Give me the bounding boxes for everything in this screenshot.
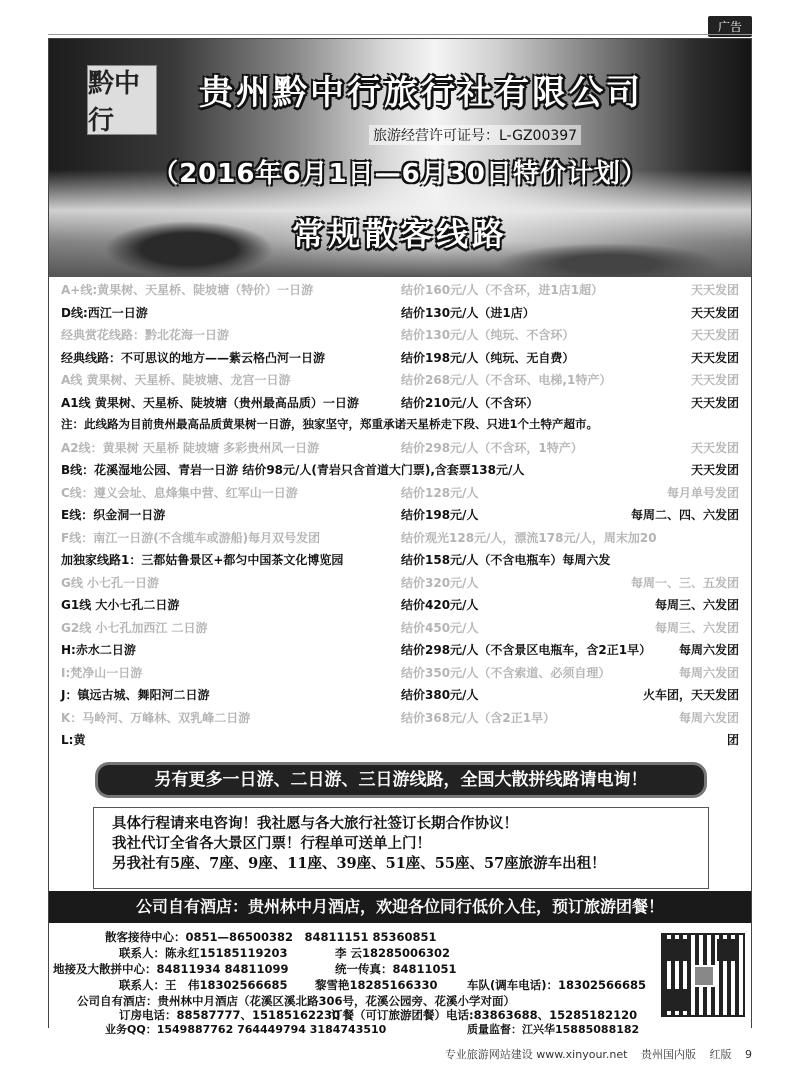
route-row <box>49 615 751 638</box>
contact-line: 业务QQ：1549887762 764449794 3184743510 <box>105 1023 387 1036</box>
route-schedule: 每周三、六发团 <box>654 598 739 612</box>
route-schedule: 天天发团 <box>690 440 739 455</box>
route-schedule: 天天发团 <box>690 463 739 477</box>
contact-line: 订餐（可订旅游团餐）电话:83863688、15285182120 <box>331 1008 638 1022</box>
contact-section <box>49 923 751 1036</box>
route-schedule: 团 <box>726 733 739 747</box>
route-price: 结价380元/人 <box>401 688 479 702</box>
route-price: 结价420元/人 <box>401 598 479 612</box>
route-row <box>49 412 751 435</box>
route-name: 加独家线路1：三都姑鲁景区+都匀中国茶文化博览园 <box>61 553 344 567</box>
route-name: A+线:黄果树、天星桥、陡坡塘（特价）一日游 <box>61 283 314 297</box>
route-schedule: 每周三、六发团 <box>654 620 739 635</box>
promo-period: （2016年6月1日—6月30日特价计划） <box>152 159 648 189</box>
top-rule <box>48 34 752 35</box>
route-row <box>49 705 751 728</box>
contact-line: 订房电话：88587777、15185162230 <box>119 1008 341 1022</box>
route-price: 结价130元/人（纯玩、不含环） <box>401 328 575 342</box>
route-name: C线：遵义会址、息烽集中营、红军山一日游 <box>61 485 298 500</box>
route-price: 结价210元/人（不含环） <box>401 395 539 410</box>
route-row <box>49 637 751 660</box>
qr-code <box>661 933 745 1017</box>
route-price: 结价268元/人（不含环、电梯,1特产） <box>401 373 612 387</box>
contact-line: 联系人：王 伟18302566685 <box>119 978 288 992</box>
route-name: E线：织金洞一日游 <box>61 508 166 522</box>
route-note: 注：此线路为目前贵州最高品质黄果树一日游，独家坚守，郑重承诺天星桥走下段、只进1个土特产超市。 <box>61 417 598 431</box>
route-price: 结价320元/人 <box>401 575 479 590</box>
route-price: 结价160元/人（不含环，进1店1超） <box>401 283 604 297</box>
route-schedule: 每周六发团 <box>678 665 739 680</box>
route-schedule: 天天发团 <box>690 283 739 297</box>
route-row <box>49 322 751 345</box>
contact-line: 联系人：陈永红15185119203 <box>119 946 288 960</box>
license-number: 旅游经营许可证号：L-GZ00397 <box>369 125 581 145</box>
route-schedule: 天天发团 <box>690 328 739 342</box>
route-schedule: 火车团，天天发团 <box>642 688 739 702</box>
route-row <box>49 592 751 615</box>
contact-line: 黎雪艳18285166330 <box>315 978 438 992</box>
route-schedule: 天天发团 <box>690 395 739 410</box>
route-row <box>49 502 751 525</box>
advertisement-page <box>48 38 752 1036</box>
route-price: 结价128元/人 <box>401 485 479 500</box>
info-line: 具体行程请来电咨询！我社愿与各大旅行社签订长期合作协议！ <box>112 815 518 832</box>
route-name: J：镇远古城、舞阳河二日游 <box>61 688 210 702</box>
route-schedule: 天天发团 <box>690 350 739 365</box>
route-row <box>49 457 751 480</box>
contact-line: 质量监督：江兴华15885088182 <box>467 1023 640 1036</box>
route-name: L:黄 <box>61 733 86 747</box>
footer-edition: 贵州国内版 <box>641 1048 696 1061</box>
page-footer <box>0 1046 752 1062</box>
route-name: I:梵净山一日游 <box>61 665 143 680</box>
route-schedule: 天天发团 <box>690 373 739 387</box>
qr-logo-icon <box>693 965 715 987</box>
route-name: 经典赏花线路：黔北花海一日游 <box>61 328 230 342</box>
route-row <box>49 435 751 458</box>
waterfall-banner <box>49 39 751 277</box>
contact-line: 散客接待中心：0851—86500382 84811151 85360851 <box>105 930 437 944</box>
route-row <box>49 727 751 750</box>
footer-page: 9 <box>745 1048 752 1061</box>
route-row <box>49 345 751 368</box>
route-row <box>49 682 751 705</box>
route-row <box>49 570 751 593</box>
route-row <box>49 660 751 683</box>
route-price: 结价298元/人（不含景区电瓶车，含2正1早） <box>401 643 652 657</box>
route-schedule: 天天发团 <box>690 305 739 320</box>
contact-line: 地接及大散拼中心：84811934 84811099 <box>53 962 289 976</box>
route-list <box>49 277 751 750</box>
route-price: 结价368元/人（含2正1早） <box>401 710 556 725</box>
company-logo: 黔中行 <box>87 65 157 135</box>
route-name: G线 小七孔一日游 <box>61 575 160 590</box>
route-name: D线:西江一日游 <box>61 305 148 320</box>
contact-line: 李 云18285006302 <box>335 946 451 960</box>
route-schedule: 每周六发团 <box>678 643 739 657</box>
ad-tag: 广告 <box>708 16 752 37</box>
route-row <box>49 480 751 503</box>
more-routes-banner: 另有更多一日游、二日游、三日游线路，全国大散拼线路请电询！ <box>95 762 707 798</box>
route-name: B线：花溪湿地公园、青岩一日游 结价98元/人(青岩只含首道大门票),含套票138元/人 <box>61 463 525 477</box>
hotel-bar: 公司自有酒店：贵州林中月酒店，欢迎各位同行低价入住，预订旅游团餐！ <box>49 891 751 923</box>
info-line: 我社代订全省各大景区门票！行程单可送单上门！ <box>112 835 431 852</box>
route-name: K：马岭河、万峰林、双乳峰二日游 <box>61 710 251 725</box>
route-schedule: 每周二、四、六发团 <box>630 508 739 522</box>
info-box <box>93 807 709 889</box>
footer-color: 红版 <box>709 1048 732 1061</box>
route-price: 结价298元/人（不含环，1特产） <box>401 440 583 455</box>
route-row <box>49 367 751 390</box>
contact-line: 车队(调车电话)：18302566685 <box>467 978 647 992</box>
company-name: 贵州黔中行旅行社有限公司 <box>199 73 643 113</box>
route-price: 结价350元/人（不含索道、必须自理） <box>401 665 611 680</box>
route-name: A2线：黄果树 天星桥 陡坡塘 多彩贵州风一日游 <box>61 440 320 455</box>
route-schedule: 每周一、三、五发团 <box>630 575 739 590</box>
route-row <box>49 547 751 570</box>
route-name: G1线 大小七孔二日游 <box>61 598 180 612</box>
route-price: 结价450元/人 <box>401 620 479 635</box>
route-name: F线：南江一日游(不含缆车或游船)每月双号发团 <box>61 530 321 545</box>
route-schedule: 每周六发团 <box>678 710 739 725</box>
route-row <box>49 300 751 323</box>
route-schedule: 每月单号发团 <box>666 485 739 500</box>
route-name: H:赤水二日游 <box>61 643 136 657</box>
route-row <box>49 525 751 548</box>
contact-line: 公司自有酒店：贵州林中月酒店（花溪区溪北路306号，花溪公园旁、花溪小学对面） <box>77 994 516 1008</box>
route-name: A1线 黄果树、天星桥、陡坡塘（贵州最高品质）一日游 <box>61 395 359 410</box>
route-row <box>49 277 751 300</box>
route-price: 结价观光128元/人，漂流178元/人，周末加20 <box>401 530 657 545</box>
route-price: 结价158元/人（不含电瓶车）每周六发 <box>401 553 611 567</box>
route-row <box>49 390 751 413</box>
footer-site: 专业旅游网站建设 www.xinyour.net <box>444 1048 628 1061</box>
contact-line: 统一传真：84811051 <box>335 962 457 976</box>
route-name: G2线 小七孔加西江 二日游 <box>61 620 208 635</box>
info-line: 另我社有5座、7座、9座、11座、39座、51座、55座、57座旅游车出租！ <box>112 855 606 872</box>
section-title: 常规散客线路 <box>291 215 508 253</box>
route-name: 经典线路：不可思议的地方——紫云格凸河一日游 <box>61 350 326 365</box>
route-price: 结价198元/人（纯玩、无自费） <box>401 350 575 365</box>
route-price: 结价130元/人（进1店） <box>401 305 535 320</box>
route-name: A线 黄果树、天星桥、陡坡塘、龙宫一日游 <box>61 373 291 387</box>
route-price: 结价198元/人 <box>401 508 479 522</box>
